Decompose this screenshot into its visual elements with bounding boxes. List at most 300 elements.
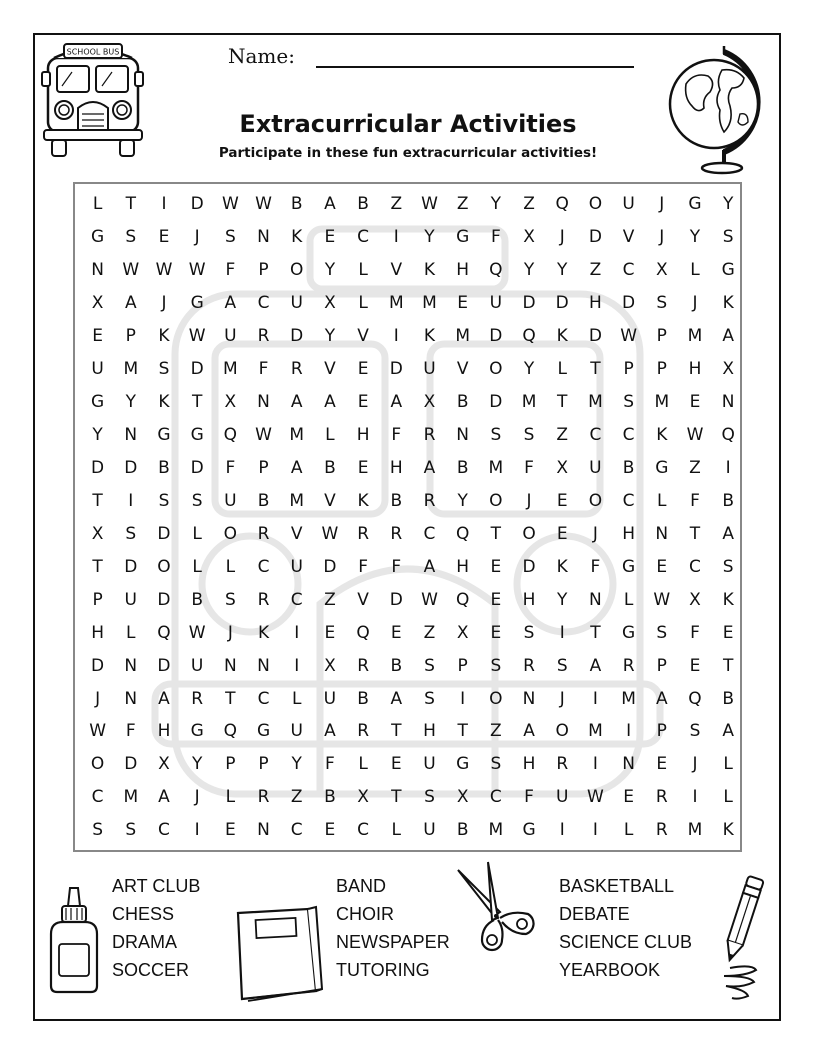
grid-letter[interactable]: R (390, 523, 403, 544)
grid-letter[interactable]: R (655, 820, 668, 841)
grid-letter[interactable]: E (224, 820, 236, 841)
grid-letter[interactable]: B (622, 457, 635, 478)
grid-letter[interactable]: N (522, 688, 536, 709)
grid-letter[interactable]: W (188, 260, 206, 281)
grid-letter[interactable]: Y (324, 260, 336, 281)
grid-letter[interactable]: E (390, 622, 402, 643)
grid-letter[interactable]: S (556, 655, 568, 676)
grid-letter[interactable]: O (489, 688, 503, 709)
grid-letter[interactable]: Y (291, 754, 302, 775)
grid-letter[interactable]: V (390, 260, 403, 281)
grid-letter[interactable]: U (91, 359, 104, 380)
grid-letter[interactable]: S (424, 688, 435, 709)
grid-letter[interactable]: H (622, 523, 635, 544)
grid-letter[interactable]: B (257, 490, 270, 511)
grid-letter[interactable]: S (523, 425, 535, 446)
grid-letter[interactable]: A (655, 688, 668, 709)
grid-letter[interactable]: R (556, 754, 569, 775)
grid-letter[interactable]: U (224, 326, 237, 347)
grid-letter[interactable]: U (489, 293, 503, 314)
grid-letter[interactable]: S (689, 721, 701, 742)
grid-letter[interactable]: F (225, 260, 236, 281)
grid-letter[interactable]: J (526, 490, 532, 511)
grid-letter[interactable]: P (457, 655, 468, 676)
grid-letter[interactable]: W (122, 260, 140, 281)
grid-letter[interactable]: N (589, 589, 602, 610)
grid-letter[interactable]: K (722, 293, 734, 314)
grid-letter[interactable]: W (188, 622, 206, 643)
grid-letter[interactable]: L (192, 556, 202, 577)
grid-letter[interactable]: A (423, 556, 436, 577)
grid-letter[interactable]: C (158, 820, 170, 841)
grid-letter[interactable]: M (223, 359, 238, 380)
grid-letter[interactable]: F (258, 359, 269, 380)
grid-letter[interactable]: W (620, 326, 637, 347)
grid-letter[interactable]: D (157, 523, 171, 544)
grid-letter[interactable]: P (656, 359, 667, 380)
grid-letter[interactable]: D (124, 457, 138, 478)
grid-letter[interactable]: X (556, 457, 569, 478)
grid-letter[interactable]: T (590, 359, 601, 380)
grid-letter[interactable]: P (656, 655, 667, 676)
grid-letter[interactable]: I (393, 227, 399, 248)
grid-letter[interactable]: L (92, 194, 103, 215)
grid-letter[interactable]: I (128, 490, 134, 511)
grid-letter[interactable]: O (489, 359, 503, 380)
grid-letter[interactable]: T (92, 556, 103, 577)
grid-letter[interactable]: P (623, 359, 634, 380)
grid-letter[interactable]: S (490, 425, 502, 446)
grid-letter[interactable]: T (125, 194, 136, 215)
grid-letter[interactable]: A (324, 392, 336, 413)
grid-letter[interactable]: E (656, 556, 668, 577)
grid-letter[interactable]: Q (356, 622, 370, 643)
grid-letter[interactable]: X (523, 227, 535, 248)
grid-letter[interactable]: K (291, 227, 303, 248)
grid-letter[interactable]: T (225, 688, 236, 709)
grid-letter[interactable]: N (124, 655, 138, 676)
grid-letter[interactable]: W (221, 194, 239, 215)
grid-letter[interactable]: A (423, 457, 436, 478)
grid-letter[interactable]: M (123, 359, 139, 380)
grid-letter[interactable]: B (357, 688, 369, 709)
grid-letter[interactable]: B (390, 655, 403, 676)
grid-letter[interactable]: N (721, 392, 735, 413)
grid-letter[interactable]: J (559, 688, 565, 709)
grid-letter[interactable]: J (194, 227, 200, 248)
grid-letter[interactable]: U (190, 655, 204, 676)
grid-letter[interactable]: E (656, 754, 668, 775)
grid-letter[interactable]: W (155, 260, 173, 281)
grid-letter[interactable]: Y (557, 260, 568, 281)
grid-letter[interactable]: D (323, 556, 337, 577)
grid-letter[interactable]: C (357, 227, 370, 248)
grid-letter[interactable]: D (124, 754, 138, 775)
grid-letter[interactable]: Z (390, 194, 403, 215)
grid-letter[interactable]: D (157, 655, 171, 676)
grid-letter[interactable]: K (423, 326, 436, 347)
grid-letter[interactable]: V (290, 523, 303, 544)
grid-letter[interactable]: N (655, 523, 669, 544)
grid-letter[interactable]: L (291, 688, 302, 709)
grid-letter[interactable]: S (125, 820, 137, 841)
grid-letter[interactable]: A (589, 655, 602, 676)
grid-letter[interactable]: Y (523, 359, 535, 380)
grid-letter[interactable]: A (523, 721, 535, 742)
grid-letter[interactable]: L (391, 820, 402, 841)
grid-letter[interactable]: D (489, 326, 503, 347)
grid-letter[interactable]: O (522, 523, 536, 544)
grid-letter[interactable]: J (592, 523, 598, 544)
grid-letter[interactable]: Z (290, 787, 303, 808)
grid-letter[interactable]: Y (125, 392, 136, 413)
grid-letter[interactable]: E (490, 622, 502, 643)
grid-letter[interactable]: X (91, 293, 104, 314)
grid-letter[interactable]: Q (455, 523, 470, 544)
grid-letter[interactable]: D (522, 293, 536, 314)
grid-letter[interactable]: T (391, 721, 402, 742)
grid-letter[interactable]: H (91, 622, 104, 643)
grid-letter[interactable]: L (358, 260, 368, 281)
grid-letter[interactable]: L (225, 787, 236, 808)
grid-letter[interactable]: T (490, 523, 502, 544)
grid-letter[interactable]: C (489, 787, 502, 808)
grid-letter[interactable]: P (258, 754, 269, 775)
grid-letter[interactable]: F (590, 556, 601, 577)
grid-letter[interactable]: X (158, 754, 170, 775)
grid-letter[interactable]: C (257, 293, 270, 314)
grid-letter[interactable]: T (689, 523, 701, 544)
grid-letter[interactable]: A (224, 293, 237, 314)
grid-letter[interactable]: V (456, 359, 469, 380)
grid-letter[interactable]: L (690, 260, 700, 281)
grid-letter[interactable]: Y (689, 227, 701, 248)
grid-letter[interactable]: B (357, 194, 369, 215)
grid-letter[interactable]: A (324, 721, 336, 742)
grid-letter[interactable]: U (423, 820, 436, 841)
grid-letter[interactable]: M (422, 293, 437, 314)
grid-letter[interactable]: P (92, 589, 103, 610)
grid-letter[interactable]: M (488, 820, 504, 841)
grid-letter[interactable]: W (188, 326, 206, 347)
grid-letter[interactable]: L (557, 359, 567, 380)
name-input-line[interactable] (316, 66, 634, 68)
grid-letter[interactable]: K (257, 622, 270, 643)
grid-letter[interactable]: Y (523, 260, 535, 281)
grid-letter[interactable]: E (357, 457, 369, 478)
grid-letter[interactable]: Z (589, 260, 602, 281)
grid-letter[interactable]: X (224, 392, 237, 413)
grid-letter[interactable]: V (324, 359, 336, 380)
grid-letter[interactable]: G (91, 392, 105, 413)
grid-letter[interactable]: G (256, 721, 271, 742)
grid-letter[interactable]: F (524, 787, 534, 808)
grid-letter[interactable]: S (224, 589, 236, 610)
grid-letter[interactable]: U (290, 556, 303, 577)
grid-letter[interactable]: H (389, 457, 403, 478)
grid-letter[interactable]: H (456, 260, 470, 281)
grid-letter[interactable]: N (622, 754, 635, 775)
grid-letter[interactable]: G (190, 425, 204, 446)
grid-letter[interactable]: A (290, 457, 303, 478)
grid-letter[interactable]: C (290, 589, 303, 610)
grid-letter[interactable]: B (456, 392, 469, 413)
grid-letter[interactable]: M (455, 326, 470, 347)
grid-letter[interactable]: H (456, 556, 470, 577)
grid-letter[interactable]: U (423, 359, 436, 380)
grid-letter[interactable]: R (423, 490, 436, 511)
grid-letter[interactable]: D (190, 359, 204, 380)
grid-letter[interactable]: G (190, 293, 204, 314)
grid-letter[interactable]: O (588, 490, 603, 511)
grid-letter[interactable]: C (622, 425, 635, 446)
grid-letter[interactable]: S (656, 293, 668, 314)
grid-letter[interactable]: I (559, 820, 565, 841)
grid-letter[interactable]: J (161, 293, 167, 314)
grid-letter[interactable]: P (258, 260, 269, 281)
grid-letter[interactable]: O (90, 754, 105, 775)
grid-letter[interactable]: T (557, 392, 568, 413)
grid-letter[interactable]: O (555, 721, 569, 742)
grid-letter[interactable]: N (257, 227, 270, 248)
grid-letter[interactable]: K (158, 326, 170, 347)
grid-letter[interactable]: D (124, 556, 138, 577)
grid-letter[interactable]: E (689, 392, 701, 413)
grid-letter[interactable]: L (358, 293, 368, 314)
grid-letter[interactable]: S (125, 523, 137, 544)
grid-letter[interactable]: H (589, 293, 602, 314)
grid-letter[interactable]: G (655, 457, 669, 478)
grid-letter[interactable]: W (321, 523, 339, 544)
grid-letter[interactable]: M (687, 820, 703, 841)
grid-letter[interactable]: Y (722, 194, 734, 215)
grid-letter[interactable]: Q (489, 260, 503, 281)
grid-letter[interactable]: D (190, 457, 204, 478)
grid-letter[interactable]: C (257, 556, 270, 577)
grid-letter[interactable]: A (722, 523, 734, 544)
grid-letter[interactable]: G (157, 425, 171, 446)
grid-letter[interactable]: F (690, 490, 700, 511)
grid-letter[interactable]: J (659, 227, 665, 248)
grid-letter[interactable]: I (194, 820, 200, 841)
grid-letter[interactable]: F (490, 227, 501, 248)
grid-letter[interactable]: F (225, 457, 236, 478)
grid-letter[interactable]: N (124, 425, 138, 446)
grid-letter[interactable]: T (391, 787, 402, 808)
grid-letter[interactable]: B (324, 457, 336, 478)
grid-letter[interactable]: R (357, 523, 369, 544)
grid-letter[interactable]: E (623, 787, 634, 808)
grid-letter[interactable]: I (294, 622, 300, 643)
grid-letter[interactable]: L (623, 589, 634, 610)
grid-letter[interactable]: Q (721, 425, 735, 446)
grid-letter[interactable]: S (722, 556, 734, 577)
grid-letter[interactable]: W (255, 425, 272, 446)
grid-letter[interactable]: A (390, 688, 403, 709)
grid-letter[interactable]: U (224, 490, 237, 511)
grid-letter[interactable]: H (522, 589, 536, 610)
grid-letter[interactable]: J (194, 787, 200, 808)
grid-letter[interactable]: M (289, 425, 305, 446)
grid-letter[interactable]: B (158, 457, 170, 478)
grid-letter[interactable]: V (357, 589, 369, 610)
grid-letter[interactable]: H (688, 359, 702, 380)
grid-letter[interactable]: I (294, 655, 300, 676)
grid-letter[interactable]: Q (223, 721, 238, 742)
grid-letter[interactable]: M (687, 326, 703, 347)
grid-letter[interactable]: B (191, 589, 203, 610)
grid-letter[interactable]: B (290, 194, 303, 215)
grid-letter[interactable]: T (590, 622, 601, 643)
grid-letter[interactable]: I (725, 457, 731, 478)
grid-letter[interactable]: G (622, 556, 636, 577)
grid-letter[interactable]: V (324, 490, 336, 511)
grid-letter[interactable]: C (290, 820, 303, 841)
grid-letter[interactable]: W (89, 721, 106, 742)
grid-letter[interactable]: M (388, 293, 404, 314)
grid-letter[interactable]: Q (522, 326, 536, 347)
grid-letter[interactable]: I (592, 754, 598, 775)
grid-letter[interactable]: D (91, 655, 105, 676)
grid-letter[interactable]: P (125, 326, 136, 347)
grid-letter[interactable]: D (190, 194, 204, 215)
grid-letter[interactable]: X (324, 293, 336, 314)
grid-letter[interactable]: G (456, 754, 470, 775)
grid-letter[interactable]: S (424, 787, 435, 808)
grid-letter[interactable]: U (423, 754, 436, 775)
grid-letter[interactable]: K (722, 820, 734, 841)
grid-letter[interactable]: W (255, 194, 272, 215)
grid-letter[interactable]: O (588, 194, 603, 215)
grid-letter[interactable]: J (692, 293, 698, 314)
grid-letter[interactable]: S (722, 227, 734, 248)
grid-letter[interactable]: C (257, 688, 270, 709)
grid-letter[interactable]: M (588, 392, 603, 413)
grid-letter[interactable]: E (556, 490, 568, 511)
grid-letter[interactable]: N (257, 655, 270, 676)
grid-letter[interactable]: I (460, 688, 466, 709)
grid-letter[interactable]: J (659, 194, 665, 215)
grid-letter[interactable]: E (689, 655, 701, 676)
grid-letter[interactable]: W (587, 787, 604, 808)
grid-letter[interactable]: E (490, 556, 502, 577)
grid-letter[interactable]: D (489, 392, 503, 413)
grid-letter[interactable]: B (456, 820, 469, 841)
grid-letter[interactable]: X (689, 589, 701, 610)
grid-letter[interactable]: E (357, 392, 369, 413)
grid-letter[interactable]: Q (157, 622, 171, 643)
grid-letter[interactable]: W (421, 194, 438, 215)
grid-letter[interactable]: S (92, 820, 103, 841)
grid-letter[interactable]: R (523, 655, 535, 676)
grid-letter[interactable]: Z (490, 721, 502, 742)
grid-letter[interactable]: T (191, 392, 203, 413)
grid-letter[interactable]: K (158, 392, 170, 413)
grid-letter[interactable]: N (223, 655, 237, 676)
grid-letter[interactable]: I (393, 326, 399, 347)
grid-letter[interactable]: L (225, 556, 236, 577)
grid-letter[interactable]: H (157, 721, 171, 742)
grid-letter[interactable]: C (423, 523, 436, 544)
grid-letter[interactable]: J (692, 754, 698, 775)
grid-letter[interactable]: F (125, 721, 136, 742)
grid-letter[interactable]: I (559, 622, 565, 643)
grid-letter[interactable]: E (92, 326, 103, 347)
grid-letter[interactable]: A (124, 293, 137, 314)
grid-letter[interactable]: D (91, 457, 105, 478)
grid-letter[interactable]: S (158, 490, 170, 511)
grid-letter[interactable]: G (622, 622, 636, 643)
grid-letter[interactable]: L (192, 523, 202, 544)
grid-letter[interactable]: S (224, 227, 236, 248)
grid-letter[interactable]: O (489, 490, 503, 511)
grid-letter[interactable]: H (356, 425, 370, 446)
grid-letter[interactable]: E (324, 820, 336, 841)
grid-letter[interactable]: B (722, 688, 734, 709)
grid-letter[interactable]: F (358, 556, 368, 577)
grid-letter[interactable]: F (391, 425, 402, 446)
grid-letter[interactable]: S (424, 655, 435, 676)
grid-letter[interactable]: I (626, 721, 632, 742)
grid-letter[interactable]: A (290, 392, 303, 413)
grid-letter[interactable]: M (289, 490, 305, 511)
grid-letter[interactable]: J (227, 622, 233, 643)
grid-letter[interactable]: W (653, 589, 671, 610)
grid-letter[interactable]: C (589, 425, 602, 446)
grid-letter[interactable]: D (290, 326, 304, 347)
grid-letter[interactable]: N (456, 425, 470, 446)
grid-letter[interactable]: A (722, 326, 734, 347)
grid-letter[interactable]: Y (457, 490, 468, 511)
grid-letter[interactable]: S (490, 655, 502, 676)
grid-letter[interactable]: Y (490, 194, 502, 215)
grid-letter[interactable]: Q (555, 194, 569, 215)
grid-letter[interactable]: I (592, 688, 598, 709)
grid-letter[interactable]: D (522, 556, 536, 577)
grid-letter[interactable]: L (358, 754, 368, 775)
grid-letter[interactable]: Y (557, 589, 568, 610)
grid-letter[interactable]: D (588, 227, 602, 248)
grid-letter[interactable]: K (357, 490, 369, 511)
grid-letter[interactable]: G (688, 194, 702, 215)
grid-letter[interactable]: K (656, 425, 668, 446)
grid-letter[interactable]: E (390, 754, 402, 775)
grid-letter[interactable]: V (622, 227, 635, 248)
grid-letter[interactable]: N (91, 260, 104, 281)
grid-letter[interactable]: X (655, 260, 668, 281)
grid-letter[interactable]: U (124, 589, 137, 610)
grid-letter[interactable]: L (325, 425, 335, 446)
grid-letter[interactable]: R (257, 326, 270, 347)
grid-letter[interactable]: R (257, 589, 270, 610)
grid-letter[interactable]: Z (689, 457, 701, 478)
grid-letter[interactable]: H (522, 754, 536, 775)
grid-letter[interactable]: W (686, 425, 704, 446)
grid-letter[interactable]: R (257, 787, 270, 808)
grid-letter[interactable]: X (324, 655, 336, 676)
grid-letter[interactable]: E (324, 622, 336, 643)
grid-letter[interactable]: Q (455, 589, 470, 610)
grid-letter[interactable]: U (323, 688, 337, 709)
grid-letter[interactable]: P (656, 721, 667, 742)
grid-letter[interactable]: C (357, 820, 370, 841)
grid-letter[interactable]: B (390, 490, 403, 511)
grid-letter[interactable]: M (488, 457, 504, 478)
grid-letter[interactable]: C (622, 490, 635, 511)
grid-letter[interactable]: I (161, 194, 167, 215)
grid-letter[interactable]: S (191, 490, 203, 511)
grid-letter[interactable]: U (290, 721, 303, 742)
